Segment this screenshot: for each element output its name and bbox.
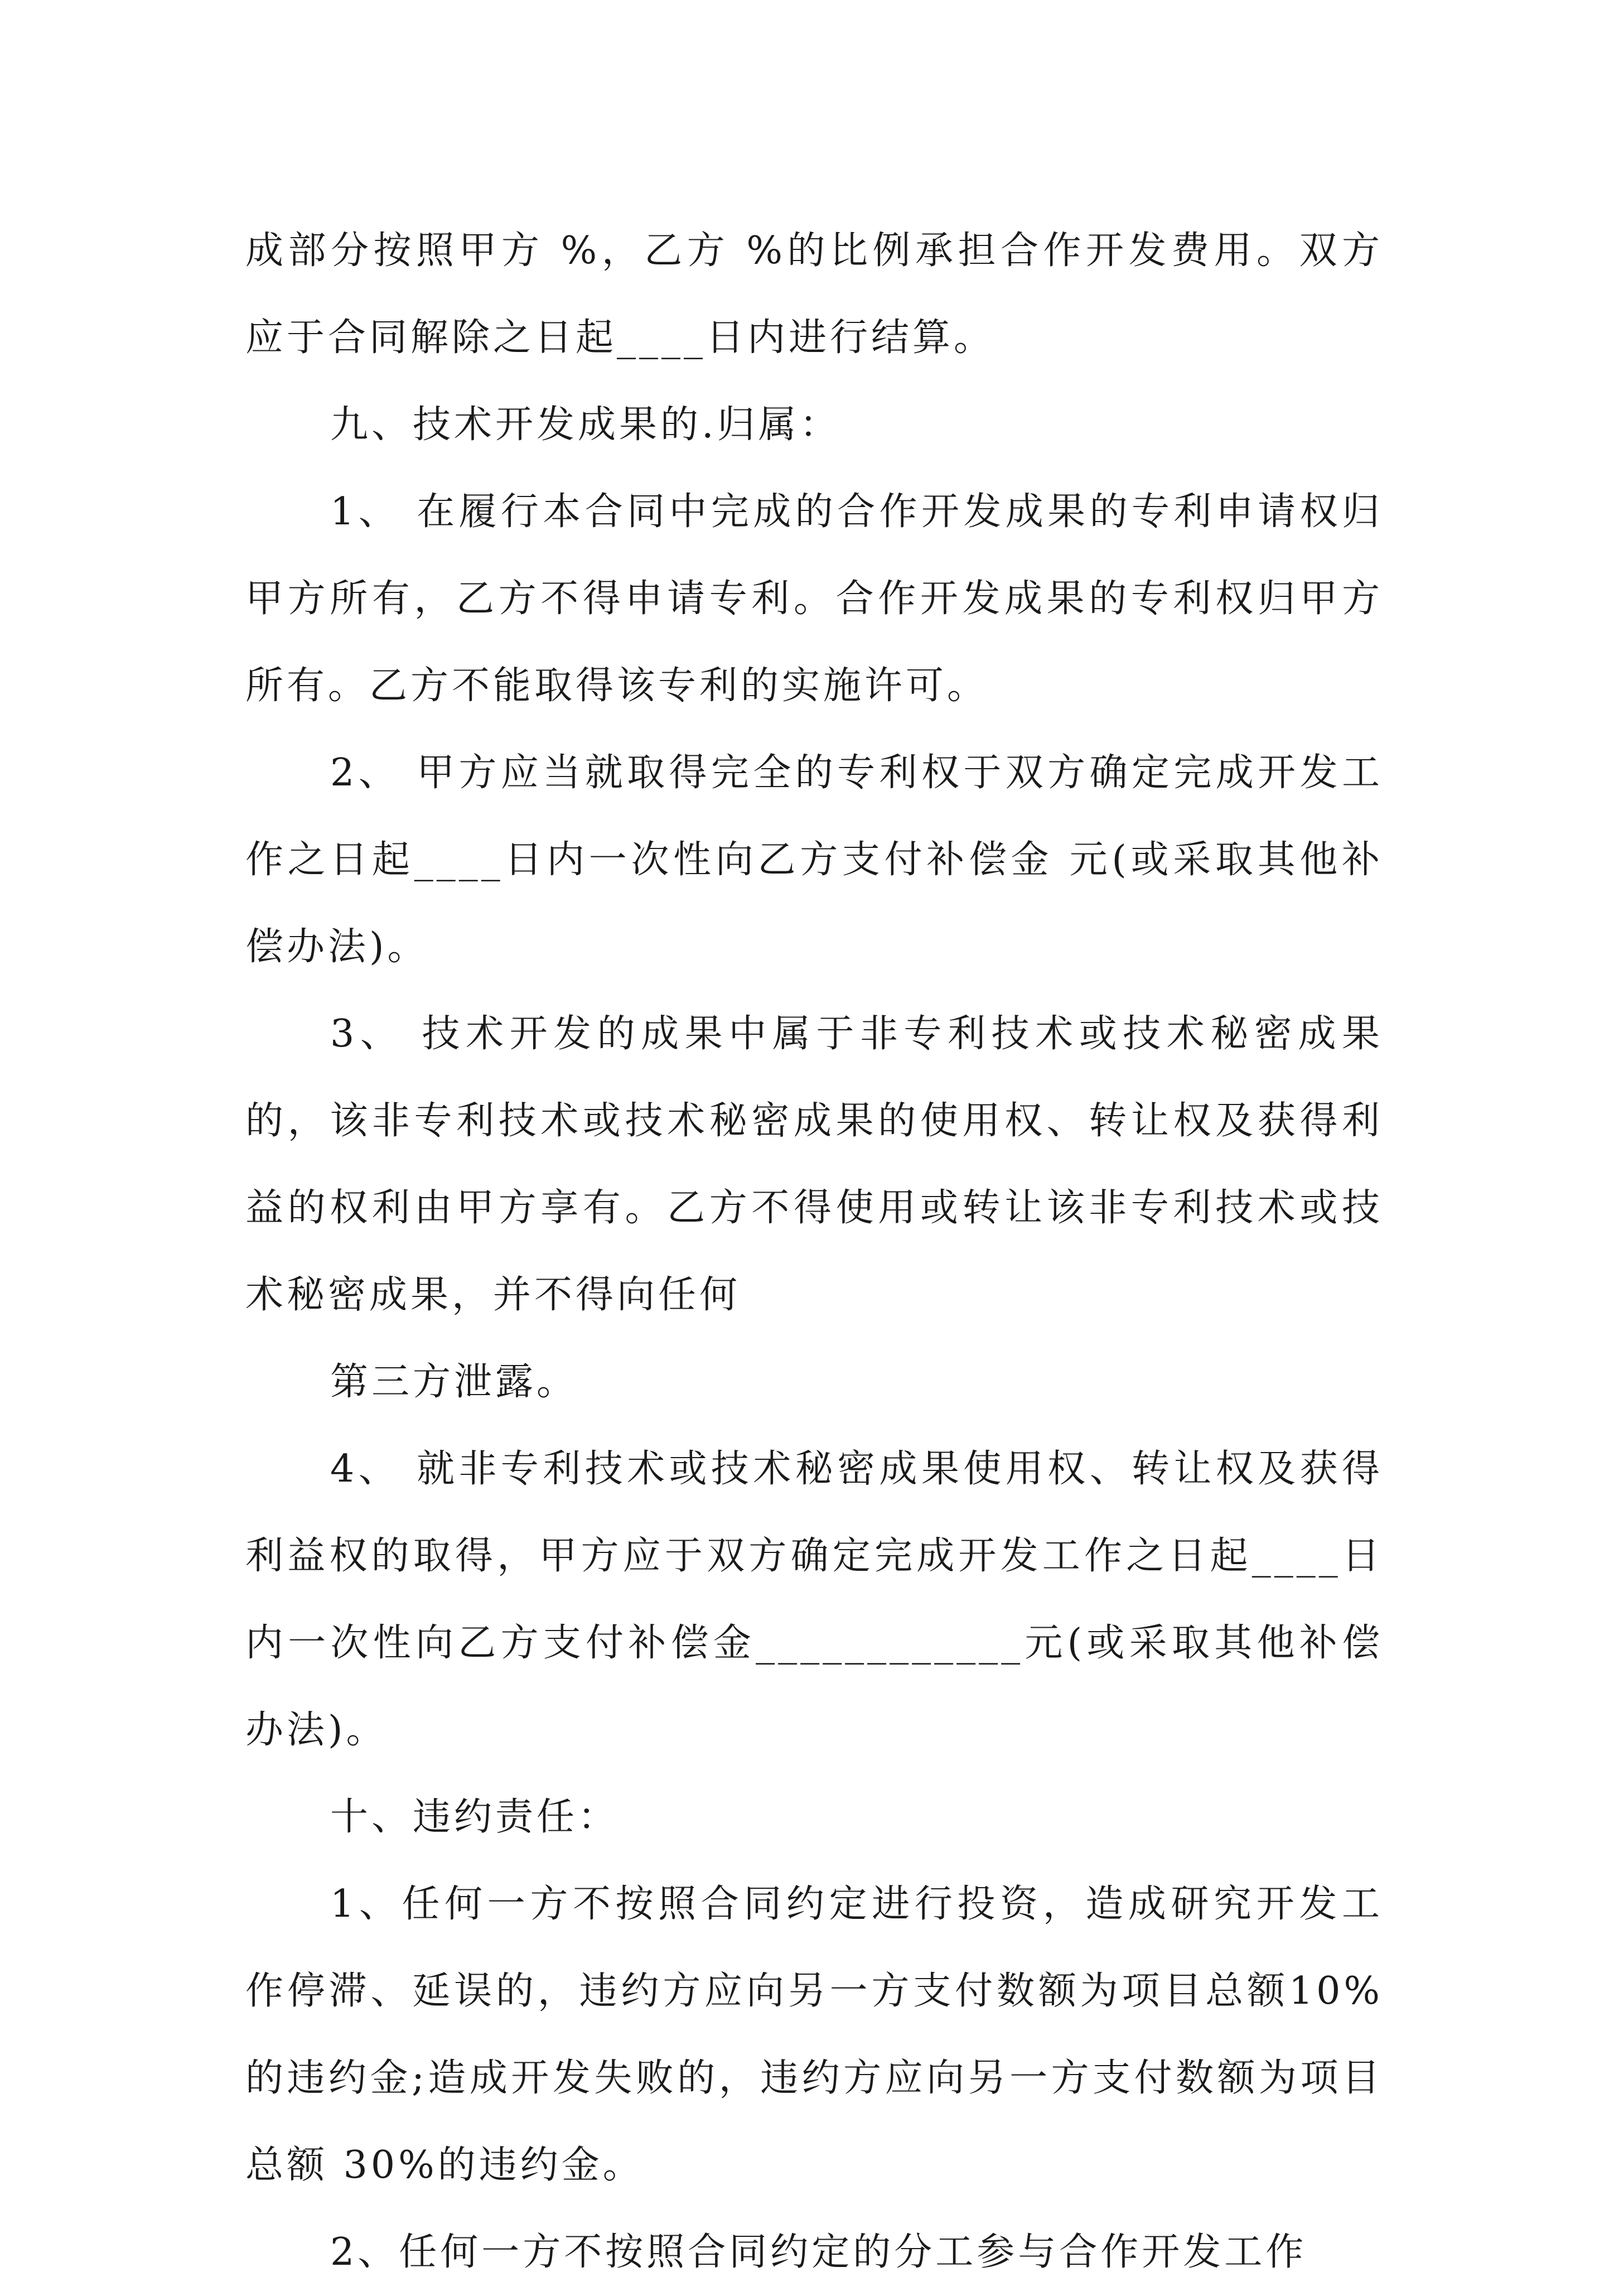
document-body xyxy=(245,208,1383,2296)
clause-9-2: 2、 甲方应当就取得完全的专利权于双方确定完成开发工作之日起____日内一次性向乙方支付补偿金 元(或采取其他补偿办法)。 xyxy=(245,751,1383,969)
clause-10-1: 1、任何一方不按照合同约定进行投资，造成研究开发工作停滞、延误的，违约方应向另一方支付数额为项目总额10%的违约金;造成开发失败的，违约方应向另一方支付数额为项目总额 30%的违约金。 xyxy=(245,1882,1383,2187)
paragraph-1: 成部分按照甲方 %，乙方 %的比例承担合作开发费用。双方应于合同解除之日起____日内进行结算。 xyxy=(245,229,1383,360)
clause-9-3: 3、 技术开发的成果中属于非专利技术或技术秘密成果的，该非专利技术或技术秘密成果的使用权、转让权及获得利益的权利由甲方享有。乙方不得使用或转让该非专利技术或技术秘密成果，并不得向任何 xyxy=(245,1012,1383,1317)
section-heading-9: 九、技术开发成果的.归属： xyxy=(330,403,841,447)
section-heading-10: 十、违约责任： xyxy=(330,1795,620,1839)
clause-9-3-continuation: 第三方泄露。 xyxy=(330,1360,578,1404)
clause-10-2: 2、任何一方不按照合同约定的分工参与合作开发工作 xyxy=(330,2230,1307,2274)
clause-9-4: 4、 就非专利技术或技术秘密成果使用权、转让权及获得利益权的取得，甲方应于双方确定完成开发工作之日起____日内一次性向乙方支付补偿金____________元(或采取其他补偿办法)。 xyxy=(245,1447,1383,1752)
clause-9-1: 1、 在履行本合同中完成的合作开发成果的专利申请权归甲方所有，乙方不得申请专利。合作开发成果的专利权归甲方所有。乙方不能取得该专利的实施许可。 xyxy=(245,490,1383,708)
